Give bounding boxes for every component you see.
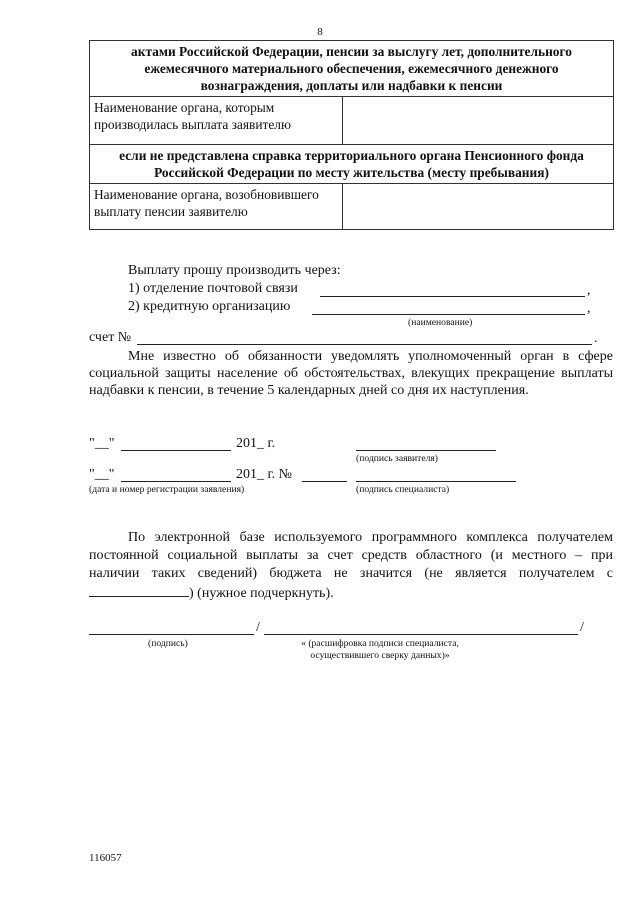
credit-organization-field[interactable]	[312, 314, 585, 315]
slash: /	[256, 620, 260, 635]
table-row	[90, 41, 614, 97]
table-header-cell: актами Российской Федерации, пенсии за выслугу лет, дополнительного ежемесячного материального обеспечения, ежемесячного денежного вознаграждения, доплаты или надбавки к пенсии	[90, 41, 614, 97]
table-row	[90, 97, 614, 145]
table-row	[90, 184, 614, 230]
specialist-signature-field[interactable]	[356, 481, 516, 482]
payment-option-post: 1) отделение почтовой связи	[128, 281, 298, 296]
payment-intro: Выплату прошу производить через:	[128, 263, 341, 278]
registration-caption: (дата и номер регистрации заявления)	[89, 484, 245, 495]
date-quote: "__"	[89, 467, 115, 482]
period: .	[594, 331, 598, 346]
verifier-signature-field[interactable]	[89, 634, 254, 635]
form-table	[89, 40, 614, 230]
account-number-field[interactable]	[137, 344, 592, 345]
name-caption: (наименование)	[408, 317, 473, 328]
post-office-field[interactable]	[320, 296, 585, 297]
page-number: 8	[317, 26, 323, 38]
comma: ,	[587, 301, 591, 316]
paying-authority-label: Наименование органа, которым производилась выплата заявителю	[90, 97, 343, 145]
applicant-signature-field[interactable]	[356, 450, 496, 451]
registration-date-field[interactable]	[121, 481, 231, 482]
table-row	[90, 145, 614, 184]
renewing-authority-field[interactable]	[343, 184, 614, 230]
account-label: счет №	[89, 330, 132, 345]
year-label: 201_ г.	[236, 436, 276, 451]
date-month-field[interactable]	[121, 450, 231, 451]
specialist-signature-caption: (подпись специалиста)	[356, 484, 450, 495]
registration-number-field[interactable]	[302, 481, 347, 482]
verification-text	[89, 529, 613, 603]
obligation-notice: Мне известно об обязанности уведомлять уполномоченный орган в сфере социальной защиты население об обстоятельствах, влекущих прекращение выплаты надбавки к пенсии, в течение 5 календарных дней со дня их наступления.	[89, 349, 613, 398]
verification-end: ) (нужное подчеркнуть).	[189, 586, 334, 601]
payment-option-bank: 2) кредитную организацию	[128, 299, 291, 314]
footer-code: 116057	[89, 852, 122, 864]
renewing-authority-label: Наименование органа, возобновившего выплату пенсии заявителю	[90, 184, 343, 230]
comma: ,	[587, 283, 591, 298]
verification-date-field[interactable]	[89, 583, 189, 597]
slash: /	[580, 620, 584, 635]
decode-caption-line2: осуществившего сверку данных)»	[310, 650, 450, 661]
decode-caption-line1: « (расшифровка подписи специалиста,	[301, 638, 459, 649]
paying-authority-field[interactable]	[343, 97, 614, 145]
verification-main: По электронной базе используемого программного комплекса получателем постоянной социальной выплаты за счет средств областного (и местного – при наличии таких сведений) бюджета не значится (не является получателем с	[89, 530, 613, 581]
verifier-name-field[interactable]	[264, 634, 578, 635]
table-header-cell: если не представлена справка территориального органа Пенсионного фонда Российской Федерации по месту жительства (месту пребывания)	[90, 145, 614, 184]
date-quote: "__"	[89, 436, 115, 451]
registration-year-label: 201_ г. №	[236, 467, 293, 482]
signature-caption: (подпись)	[148, 638, 188, 649]
applicant-signature-caption: (подпись заявителя)	[356, 453, 439, 464]
